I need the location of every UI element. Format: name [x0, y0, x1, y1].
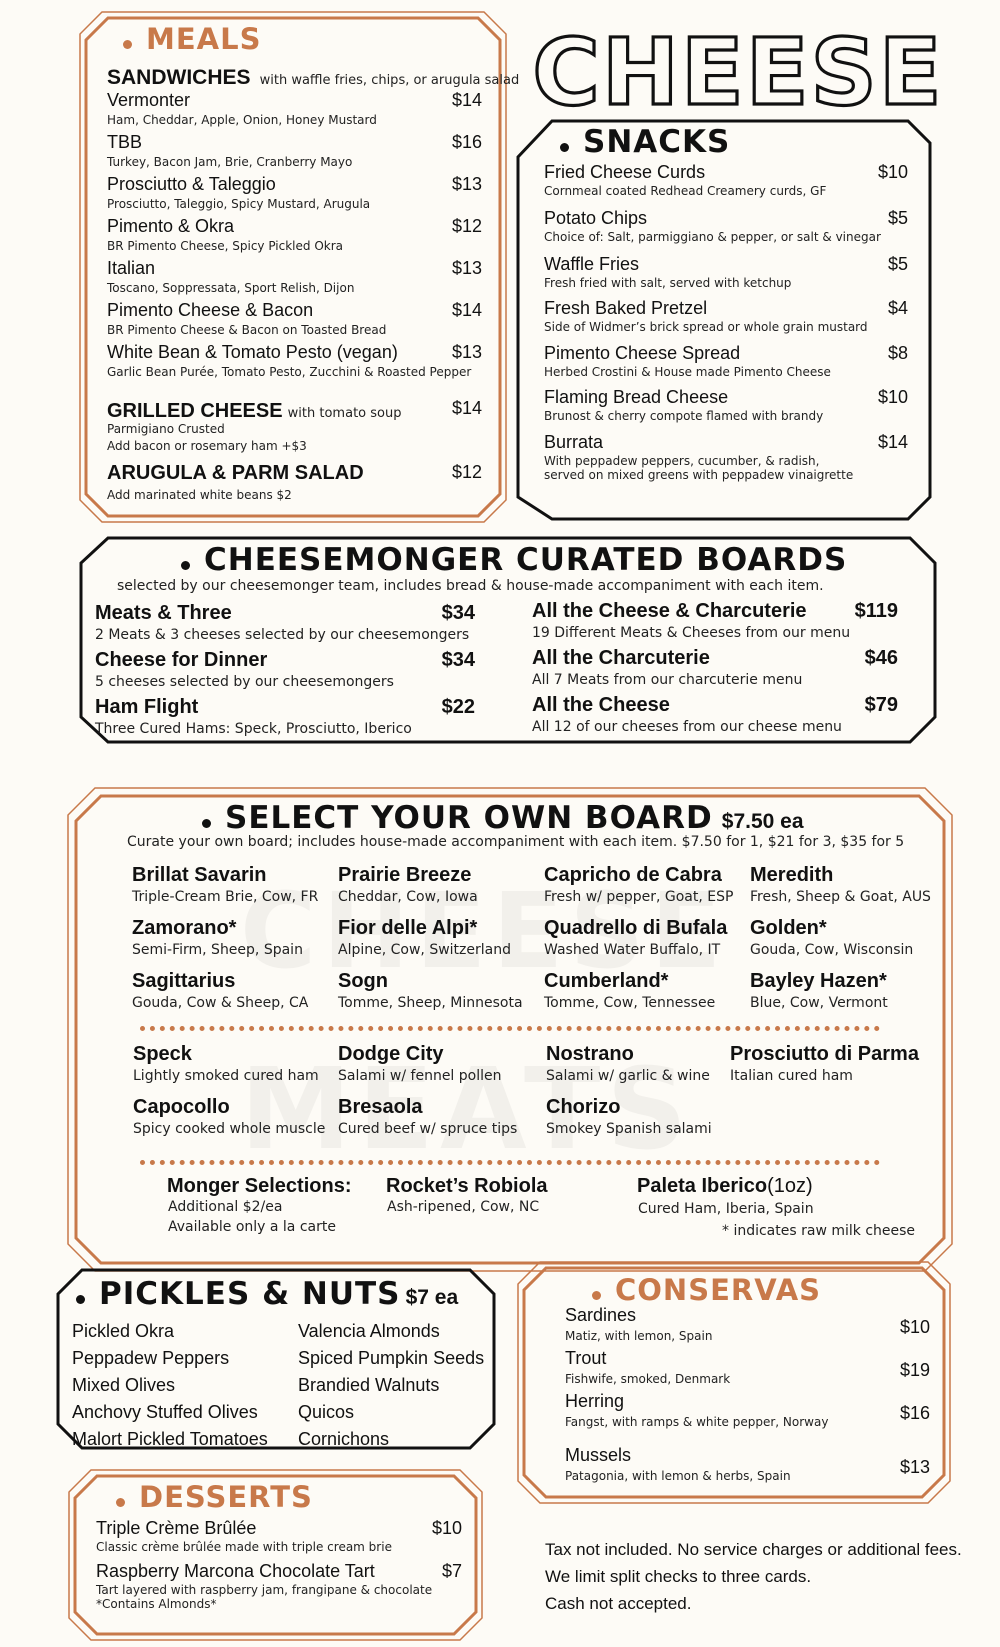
meal-item-price: $14 [451, 90, 482, 110]
pickles-heading: PICKLES & NUTS $7 ea [76, 1276, 458, 1312]
cheese-item-desc: Tomme, Sheep, Minnesota [338, 995, 523, 1011]
dotted-divider [140, 1026, 880, 1031]
meal-item-price: $12 [451, 216, 482, 236]
cheese-item-name: Capricho de Cabra [544, 864, 722, 886]
board-item-name: Meats & Three [95, 602, 232, 624]
board-item-name: All the Cheese & Charcuterie [532, 600, 807, 622]
bullet-icon [123, 40, 132, 49]
meat-item-desc: Smokey Spanish salami [546, 1121, 712, 1137]
pickles-price: $7 ea [405, 1286, 459, 1309]
cheese-item-name: Brillat Savarin [132, 864, 267, 886]
snack-item-price: $4 [887, 298, 908, 318]
meat-item-name: Chorizo [546, 1096, 621, 1118]
grilled-cheese-addon: Add bacon or rosemary ham +$3 [107, 439, 307, 453]
footer-split: We limit split checks to three cards. [545, 1567, 812, 1586]
meal-item-desc: Toscano, Soppressata, Sport Relish, Dijon [107, 281, 355, 295]
board-item-name: All the Cheese [532, 694, 670, 716]
title-logo [528, 20, 948, 120]
meal-item-name: Pimento & Okra [107, 216, 235, 236]
meat-item-name: Dodge City [338, 1043, 444, 1065]
snack-item-price: $14 [877, 432, 908, 452]
paleta-desc: Cured Ham, Iberia, Spain [638, 1201, 814, 1217]
cheese-item-desc: Fresh, Sheep & Goat, AUS [750, 889, 931, 905]
robiola-name: Rocket’s Robiola [386, 1175, 548, 1197]
pickle-item: Anchovy Stuffed Olives [72, 1402, 258, 1422]
board-item-price: $46 [864, 647, 898, 669]
meat-item-name: Nostrano [546, 1043, 634, 1065]
conservas-item-price: $19 [899, 1360, 930, 1380]
meat-item-name: Prosciutto di Parma [730, 1043, 919, 1065]
board-item-price: $119 [854, 600, 898, 622]
cheese-item-desc: Washed Water Buffalo, IT [544, 942, 721, 958]
meat-item-desc: Cured beef w/ spruce tips [338, 1121, 518, 1137]
robiola-desc: Ash-ripened, Cow, NC [387, 1199, 540, 1215]
cheese-item-name: Sagittarius [132, 970, 236, 992]
snack-item-desc: With peppadew peppers, cucumber, & radish, [544, 454, 820, 468]
cheese-item-name: Prairie Breeze [338, 864, 472, 886]
snack-item-desc: Herbed Crostini & House made Pimento Cheese [544, 365, 831, 379]
snack-item-price: $5 [887, 254, 908, 274]
page-title: CHEESE [532, 20, 944, 120]
select-price: $7.50 ea [721, 810, 804, 833]
desserts-heading: DESSERTS [116, 1480, 313, 1514]
snack-item-name: Flaming Bread Cheese [544, 387, 729, 407]
cheese-item-desc: Alpine, Cow, Switzerland [338, 942, 511, 958]
meat-item-name: Bresaola [338, 1096, 423, 1118]
meat-item-name: Speck [133, 1043, 192, 1065]
monger-note: Available only a la carte [168, 1219, 336, 1235]
board-item-name: Cheese for Dinner [95, 649, 268, 671]
pickle-item: Malort Pickled Tomatoes [72, 1429, 268, 1449]
monger-title: Monger Selections: [167, 1175, 352, 1197]
snack-item-name: Pimento Cheese Spread [544, 343, 741, 363]
cheese-item-name: Fior delle Alpi* [338, 917, 478, 939]
cheese-item-name: Quadrello di Bufala [544, 917, 728, 939]
cheese-item-name: Golden* [750, 917, 827, 939]
pickle-item: Pickled Okra [72, 1321, 175, 1341]
board-item-name: All the Charcuterie [532, 647, 710, 669]
salad-desc: Add marinated white beans $2 [107, 488, 292, 502]
meal-item-name: Pimento Cheese & Bacon [107, 300, 314, 320]
conservas-item-name: Herring [565, 1391, 625, 1411]
cheese-item-desc: Fresh w/ pepper, Goat, ESP [544, 889, 734, 905]
monger-desc: Additional $2/ea [168, 1199, 283, 1215]
pickle-item: Mixed Olives [72, 1375, 176, 1395]
board-item-desc: Three Cured Hams: Speck, Prosciutto, Iberico [95, 721, 412, 737]
snack-item-desc: Fresh fried with salt, served with ketchup [544, 276, 792, 290]
select-heading: SELECT YOUR OWN BOARD $7.50 ea [202, 800, 804, 836]
cheese-item-name: Bayley Hazen* [750, 970, 887, 992]
board-item-price: $34 [441, 602, 475, 624]
cheese-item-name: Meredith [750, 864, 834, 886]
snack-item-price: $8 [887, 343, 908, 363]
conservas-item-desc: Matiz, with lemon, Spain [565, 1329, 713, 1343]
nut-item: Spiced Pumpkin Seeds [298, 1348, 485, 1368]
bullet-icon [560, 143, 569, 152]
meal-item-name: White Bean & Tomato Pesto (vegan) [107, 342, 398, 362]
bullet-icon [181, 561, 190, 570]
cheese-item-desc: Semi-Firm, Sheep, Spain [132, 942, 303, 958]
meat-item-desc: Lightly smoked cured ham [133, 1068, 319, 1084]
snacks-heading: SNACKS [560, 124, 730, 160]
cheese-item-desc: Blue, Cow, Vermont [750, 995, 888, 1011]
cheese-item-name: Zamorano* [132, 917, 237, 939]
bullet-icon [76, 1295, 85, 1304]
conservas-item-name: Mussels [565, 1445, 632, 1465]
meal-item-desc: Turkey, Bacon Jam, Brie, Cranberry Mayo [107, 155, 353, 169]
meal-item-name: Prosciutto & Taleggio [107, 174, 276, 194]
dessert-item-desc: Classic crème brûlée made with triple cream brie [96, 1540, 392, 1554]
board-item-desc: All 7 Meats from our charcuterie menu [532, 672, 803, 688]
dessert-item-desc: *Contains Almonds* [96, 1597, 217, 1611]
pickle-item: Peppadew Peppers [72, 1348, 230, 1368]
footer-tax: Tax not included. No service charges or additional fees. [545, 1540, 962, 1559]
cheese-item-name: Sogn [338, 970, 388, 992]
grilled-cheese: GRILLED CHEESE with tomato soup [107, 400, 402, 422]
meal-item-name: TBB [107, 132, 143, 152]
meat-item-desc: Spicy cooked whole muscle [133, 1121, 326, 1137]
conservas-item-desc: Fangst, with ramps & white pepper, Norway [565, 1415, 829, 1429]
board-item-price: $22 [441, 696, 475, 718]
meal-item-desc: BR Pimento Cheese & Bacon on Toasted Bread [107, 323, 387, 337]
meat-item-desc: Salami w/ fennel pollen [338, 1068, 502, 1084]
meal-item-name: Vermonter [107, 90, 191, 110]
meal-item-desc: Ham, Cheddar, Apple, Onion, Honey Mustard [107, 113, 377, 127]
snack-item-name: Burrata [544, 432, 604, 452]
board-item-desc: 2 Meats & 3 cheeses selected by our cheesemongers [95, 627, 470, 643]
cheese-item-desc: Gouda, Cow, Wisconsin [750, 942, 914, 958]
dessert-item-price: $10 [431, 1518, 462, 1538]
snack-item-price: $5 [887, 208, 908, 228]
meal-item-desc: BR Pimento Cheese, Spicy Pickled Okra [107, 239, 344, 253]
snack-item-desc: Side of Widmer’s brick spread or whole grain mustard [544, 320, 868, 334]
sandwiches-header: SANDWICHES with waffle fries, chips, or arugula salad [107, 66, 520, 89]
cheese-item-desc: Triple-Cream Brie, Cow, FR [132, 889, 319, 905]
conservas-item-name: Trout [565, 1348, 607, 1368]
board-item-desc: 19 Different Meats & Cheeses from our menu [532, 625, 851, 641]
snack-item-price: $10 [877, 162, 908, 182]
conservas-heading: CONSERVAS [592, 1273, 821, 1307]
snack-item-desc: served on mixed greens with peppadew vinaigrette [544, 468, 854, 482]
dotted-divider [140, 1160, 880, 1165]
cheese-item-desc: Gouda, Cow & Sheep, CA [132, 995, 309, 1011]
snack-item-name: Potato Chips [544, 208, 648, 228]
dessert-item-name: Triple Crème Brûlée [96, 1518, 257, 1538]
boards-heading: CHEESEMONGER CURATED BOARDS [181, 542, 847, 578]
snack-item-desc: Cornmeal coated Redhead Creamery curds, GF [544, 184, 827, 198]
dessert-item-desc: Tart layered with raspberry jam, frangipane & chocolate [96, 1583, 433, 1597]
meal-item-price: $14 [451, 300, 482, 320]
meal-item-price: $16 [451, 132, 482, 152]
meals-heading: MEALS [123, 22, 261, 56]
conservas-item-name: Sardines [565, 1305, 637, 1325]
boards-subtitle: selected by our cheesemonger team, includes bread & house-made accompaniment with each item. [117, 578, 824, 594]
bullet-icon [202, 819, 211, 828]
snack-item-desc: Brunost & cherry compote flamed with brandy [544, 409, 824, 423]
board-item-price: $34 [441, 649, 475, 671]
select-subtitle: Curate your own board; includes house-made accompaniment with each item. $7.50 for 1, $21 for 3, $35 for 5 [127, 834, 905, 850]
snack-item-price: $10 [877, 387, 908, 407]
meal-item-price: $13 [451, 342, 482, 362]
meat-item-desc: Italian cured ham [730, 1068, 853, 1084]
dessert-item-name: Raspberry Marcona Chocolate Tart [96, 1561, 375, 1581]
meat-item-desc: Salami w/ garlic & wine [546, 1068, 710, 1084]
grilled-cheese-price: $14 [451, 398, 482, 418]
raw-milk-note: * indicates raw milk cheese [722, 1223, 916, 1239]
meal-item-price: $13 [451, 174, 482, 194]
cheese-item-desc: Cheddar, Cow, Iowa [338, 889, 478, 905]
bullet-icon [116, 1498, 125, 1507]
cheese-item-desc: Tomme, Cow, Tennessee [544, 995, 716, 1011]
snack-item-desc: Choice of: Salt, parmiggiano & pepper, or salt & vinegar [544, 230, 881, 244]
nut-item: Valencia Almonds [298, 1321, 440, 1341]
meal-item-price: $13 [451, 258, 482, 278]
board-item-desc: 5 cheeses selected by our cheesemongers [95, 674, 394, 690]
grilled-cheese-desc: Parmigiano Crusted [107, 422, 225, 436]
nut-item: Brandied Walnuts [298, 1375, 440, 1395]
meal-item-desc: Garlic Bean Purée, Tomato Pesto, Zucchini & Roasted Pepper [107, 365, 472, 379]
meat-item-name: Capocollo [133, 1096, 230, 1118]
paleta-item: Paleta Iberico(1oz) [637, 1175, 813, 1197]
snack-item-name: Waffle Fries [544, 254, 640, 274]
conservas-item-price: $10 [899, 1317, 930, 1337]
footer-cash: Cash not accepted. [545, 1594, 692, 1613]
meal-item-desc: Prosciutto, Taleggio, Spicy Mustard, Arugula [107, 197, 371, 211]
meal-item-name: Italian [107, 258, 156, 278]
board-item-desc: All 12 of our cheeses from our cheese menu [532, 719, 842, 735]
cheese-item-name: Cumberland* [544, 970, 669, 992]
nut-item: Quicos [298, 1402, 355, 1422]
snack-item-name: Fresh Baked Pretzel [544, 298, 708, 318]
conservas-item-desc: Fishwife, smoked, Denmark [565, 1372, 731, 1386]
conservas-item-price: $16 [899, 1403, 930, 1423]
bullet-icon [592, 1291, 601, 1300]
salad-name: ARUGULA & PARM SALAD [107, 462, 364, 484]
conservas-item-desc: Patagonia, with lemon & herbs, Spain [565, 1469, 791, 1483]
salad-price: $12 [451, 462, 482, 482]
nut-item: Cornichons [298, 1429, 390, 1449]
board-item-name: Ham Flight [95, 696, 199, 718]
dessert-item-price: $7 [441, 1561, 462, 1581]
snack-item-name: Fried Cheese Curds [544, 162, 706, 182]
board-item-price: $79 [864, 694, 898, 716]
conservas-item-price: $13 [899, 1457, 930, 1477]
